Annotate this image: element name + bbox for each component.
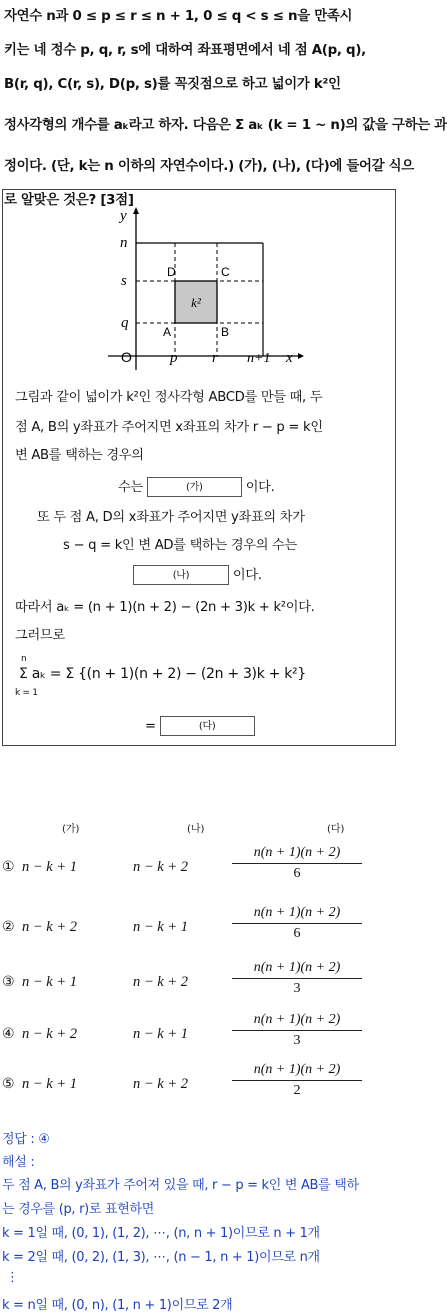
point-a: A (163, 325, 172, 339)
proof-line-4a: 수는 (118, 480, 143, 495)
proof-line-5: 또 두 점 A, D의 x좌표가 주어지면 y좌표의 차가 (37, 510, 305, 525)
choice-1[interactable] (0, 845, 400, 905)
choice-da (232, 960, 362, 997)
explanation-line-2: 는 경우를 (p, r)로 표현하면 (2, 1202, 155, 1217)
explanation-line-1: 두 점 A, B의 y좌표가 주어져 있을 때, r − p = k인 변 AB를 택하 (2, 1178, 359, 1193)
choice-number: ⑤ (2, 1076, 15, 1092)
choice-ga: n − k + 1 (22, 974, 78, 990)
choice-ga: n − k + 2 (22, 919, 78, 935)
problem-line-3: B(r, q), C(r, s), D(p, s)를 꼭짓점으로 하고 넓이가 k²인 (4, 77, 341, 92)
choice-da-numerator: n(n + 1)(n + 2) (232, 905, 362, 924)
proof-line-7b: 이다. (232, 568, 262, 583)
choice-number: ② (2, 919, 15, 935)
explanation-line-5: k = n일 때, (0, n), (1, n + 1)이므로 2개 (2, 1298, 233, 1313)
eq-sign: = (145, 719, 156, 734)
explanation-line-4: k = 2일 때, (0, 2), (1, 3), ⋯, (n − 1, n + 1)이므로 n개 (2, 1250, 320, 1265)
choice-da-denominator: 6 (293, 926, 301, 941)
x-label-r: r (212, 350, 218, 366)
proof-line-6: s − q = k인 변 AD를 택하는 경우의 수는 (63, 538, 297, 553)
choice-5[interactable] (0, 1062, 400, 1122)
choice-number: ① (2, 859, 15, 875)
choice-da (232, 845, 362, 882)
y-axis-label: y (120, 208, 127, 224)
y-label-s: s (121, 273, 127, 289)
choice-number: ④ (2, 1026, 15, 1042)
y-label-q: q (121, 315, 129, 331)
problem-line-5: 정이다. (단, k는 n 이하의 자연수이다.) (가), (나), (다)에 들어갈 식으 (4, 159, 414, 174)
proof-line-9: 그러므로 (15, 628, 65, 643)
choice-na: n − k + 2 (133, 859, 189, 875)
choice-da (232, 1012, 362, 1049)
coordinate-graph (3, 190, 395, 370)
proof-line-4b: 이다. (245, 480, 275, 495)
choice-3[interactable] (0, 960, 400, 1020)
explanation-line-3: k = 1일 때, (0, 1), (1, 2), ⋯, (n, n + 1)이므로 n + 1개 (2, 1226, 320, 1241)
explanation-label: 해설 : (2, 1155, 35, 1170)
choice-da-numerator: n(n + 1)(n + 2) (232, 960, 362, 979)
choice-ga: n − k + 2 (22, 1026, 78, 1042)
choice-na: n − k + 2 (133, 1076, 189, 1092)
origin-label: O (121, 349, 132, 365)
x-label-n1: n+1 (247, 351, 271, 366)
proof-line-3: 변 AB를 택하는 경우의 (15, 448, 144, 463)
choice-da-numerator: n(n + 1)(n + 2) (232, 845, 362, 864)
point-b: B (221, 325, 230, 339)
problem-statement (4, 0, 447, 218)
choice-da (232, 1062, 362, 1099)
blank-da: (다) (160, 716, 255, 736)
x-axis-label: x (286, 350, 293, 366)
y-axis-arrow (133, 207, 139, 214)
x-label-p: p (170, 350, 178, 366)
choice-da (232, 905, 362, 942)
sum-expression: Σ aₖ = Σ {(n + 1)(n + 2) − (2n + 3)k + k²} (19, 666, 306, 682)
y-label-n: n (120, 235, 128, 251)
point-c: C (221, 265, 230, 279)
choice-da-denominator: 3 (293, 1033, 301, 1048)
proof-line-7 (133, 564, 262, 585)
choice-na: n − k + 2 (133, 974, 189, 990)
final-eq (145, 716, 255, 736)
proof-line-2: 점 A, B의 y좌표가 주어지면 x좌표의 차가 r − p = k인 (15, 420, 323, 435)
blank-na: (나) (133, 565, 229, 585)
answer-label: 정답 : ④ (2, 1132, 50, 1147)
proof-box (2, 189, 396, 746)
x-axis-arrow (298, 353, 304, 359)
choice-number: ③ (2, 974, 15, 990)
choice-da-denominator: 3 (293, 981, 301, 996)
choice-na: n − k + 1 (133, 1026, 189, 1042)
choice-ga: n − k + 1 (22, 859, 78, 875)
problem-line-2: 키는 네 정수 p, q, r, s에 대하여 좌표평면에서 네 점 A(p, q), (4, 43, 366, 58)
choice-da-numerator: n(n + 1)(n + 2) (232, 1012, 362, 1031)
problem-line-6: 로 알맞은 것은? [3점] (4, 193, 134, 208)
choice-na: n − k + 1 (133, 919, 189, 935)
sum-top-limit: n (21, 654, 27, 664)
problem-line-1: 자연수 n과 0 ≤ p ≤ r ≤ n + 1, 0 ≤ q < s ≤ n을 만족시 (4, 9, 353, 24)
proof-line-1: 그림과 같이 넓이가 k²인 정사각형 ABCD를 만들 때, 두 (15, 390, 323, 405)
explanation-ellipsis: ⋮ (6, 1270, 19, 1285)
problem-line-4: 정사각형의 개수를 aₖ라고 하자. 다음은 Σ aₖ (k = 1 ~ n)의 값을 구하는 과 (4, 118, 447, 133)
point-d: D (167, 265, 176, 279)
choice-header-da: (다) (327, 824, 345, 835)
choice-da-denominator: 2 (293, 1083, 301, 1098)
square-label: k² (191, 295, 201, 310)
sum-bottom-limit: k = 1 (15, 688, 38, 698)
proof-line-8: 따라서 aₖ = (n + 1)(n + 2) − (2n + 3)k + k²이다. (15, 600, 315, 615)
blank-ga: (가) (147, 477, 242, 497)
choice-header-ga: (가) (62, 824, 80, 835)
choice-da-numerator: n(n + 1)(n + 2) (232, 1062, 362, 1081)
choice-header-na: (나) (187, 824, 205, 835)
choice-ga: n − k + 1 (22, 1076, 78, 1092)
choice-da-denominator: 6 (293, 866, 301, 881)
choice-2[interactable] (0, 905, 400, 965)
proof-line-4 (118, 476, 274, 497)
